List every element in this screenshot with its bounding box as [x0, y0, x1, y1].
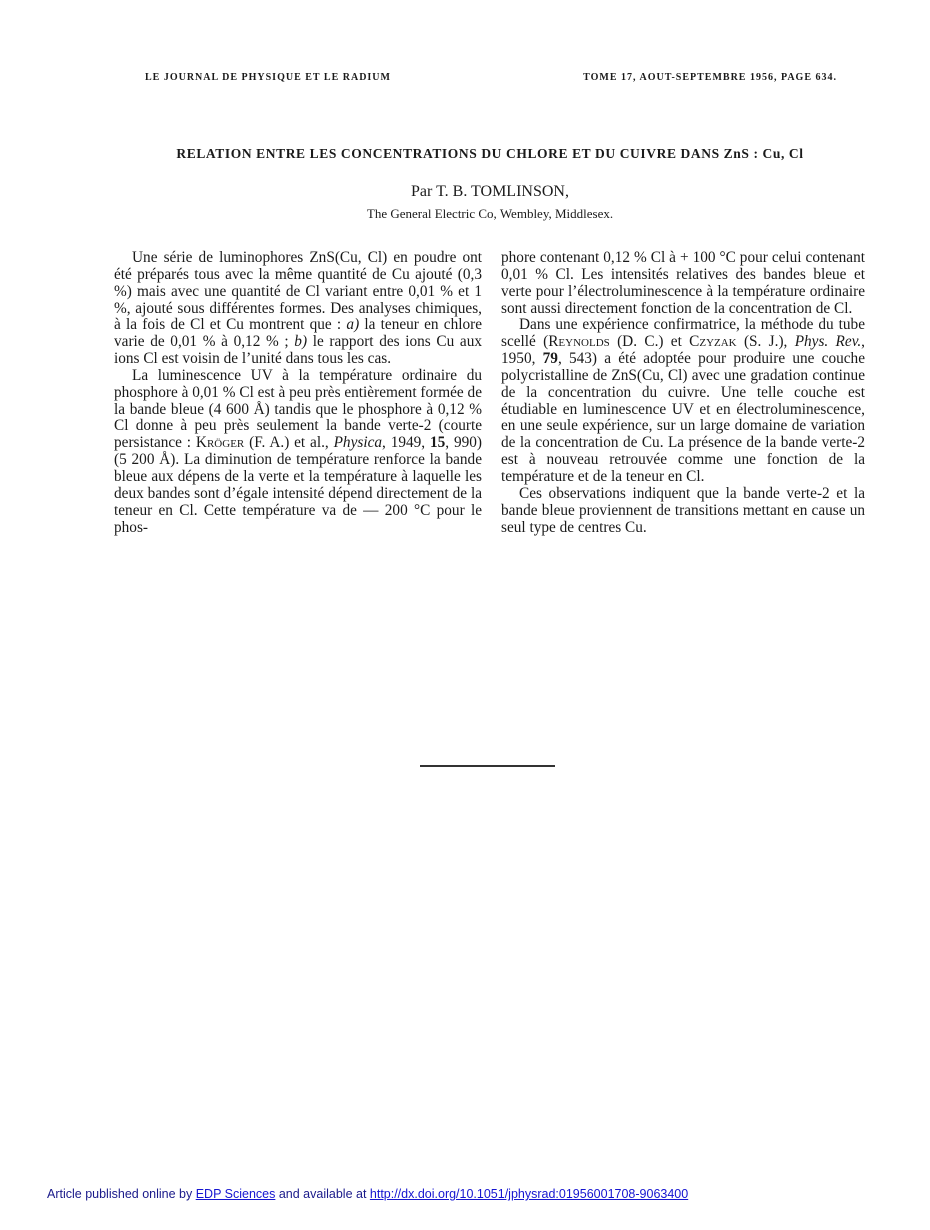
publication-footer: Article published online by EDP Sciences and available at http://dx.doi.org/10.1051/jphysrad:01956001708-9063400	[47, 1187, 689, 1201]
publisher-link[interactable]: EDP Sciences	[195, 1187, 276, 1201]
reference-journal: Physica	[333, 434, 383, 452]
running-head	[145, 72, 837, 83]
end-rule	[420, 765, 555, 767]
article-title: RELATION ENTRE LES CONCENTRATIONS DU CHLORE ET DU CUIVRE DANS ZnS : Cu, Cl	[176, 146, 804, 161]
reference-author: Reynolds	[548, 333, 610, 351]
reference-volume: 15	[429, 434, 446, 452]
body-column-left	[114, 250, 482, 536]
paragraph-3: Dans une expérience confirmatrice, la méthode du tube scellé (Reynolds (D. C.) et Czyzak (S. J.), Phys. Rev., 1950, 79, 543) a été adoptée pour produire une couche polycristalline de ZnS(Cu, Cl) avec une gradation continue de la concentration du cuivre. Une telle couche est étudiable en luminescence UV et en électroluminescence, en une seule expérience, sur un large domaine de variation de la concentration de Cu. La présence de la bande verte-2 est à nouveau retrouvée comme une fonction de la température et de la teneur en Cl.	[501, 316, 865, 485]
paragraph-2: La luminescence UV à la température ordinaire du phosphore à 0,01 % Cl est à peu près entièrement formée de la bande bleue (4 600 Å) tandis que le phosphore à 0,12 % Cl donne à peu près seulement la bande verte-2 (courte persistance : Kröger (F. A.) et al., Physica, 1949, 15, 990) (5 200 Å). La diminution de température renforce la bande bleue aux dépens de la verte et la température à laquelle les deux bandes sont d’égale intensité dépend directement de la teneur en Cl. Cette température va de — 200 °C pour le phos-	[114, 366, 482, 536]
doi-link[interactable]: http://dx.doi.org/10.1051/jphysrad:01956001708-9063400	[369, 1187, 689, 1201]
reference-author: Kröger	[195, 434, 245, 452]
reference-journal: Phys. Rev.	[794, 333, 862, 351]
paragraph-2-continued: phore contenant 0,12 % Cl à + 100 °C pour celui contenant 0,01 % Cl. Les intensités relatives des bandes bleue et verte pour l’électroluminescence à la température ordinaire sont aussi directement fonction de la concentration de Cl.	[501, 249, 865, 317]
article-author: Par T. B. TOMLINSON,	[411, 183, 569, 200]
paragraph-1: Une série de luminophores ZnS(Cu, Cl) en poudre ont été préparés tous avec la même quantité de Cu ajouté (0,3 %) mais avec une quantité de Cl variant entre 0,01 % et 1 %, ajouté sous différentes formes. Des analyses chimiques, à la fois de Cl et Cu montrent que : a) la teneur en chlore varie de 0,01 % à 0,12 % ; b) le rapport des ions Cu aux ions Cl est voisin de l’unité dans tous les cas.	[114, 249, 483, 368]
journal-name: LE JOURNAL DE PHYSIQUE ET LE RADIUM	[145, 72, 391, 83]
author-affiliation: The General Electric Co, Wembley, Middlesex.	[366, 206, 614, 221]
reference-volume: 79	[542, 350, 558, 368]
body-column-right	[501, 250, 865, 536]
issue-info: TOME 17, AOUT-SEPTEMBRE 1956, PAGE 634.	[583, 72, 837, 83]
paragraph-4: Ces observations indiquent que la bande verte-2 et la bande bleue proviennent de transitions mettant en cause un seul type de centres Cu.	[501, 484, 865, 536]
reference-author: Czyzak	[689, 333, 737, 351]
